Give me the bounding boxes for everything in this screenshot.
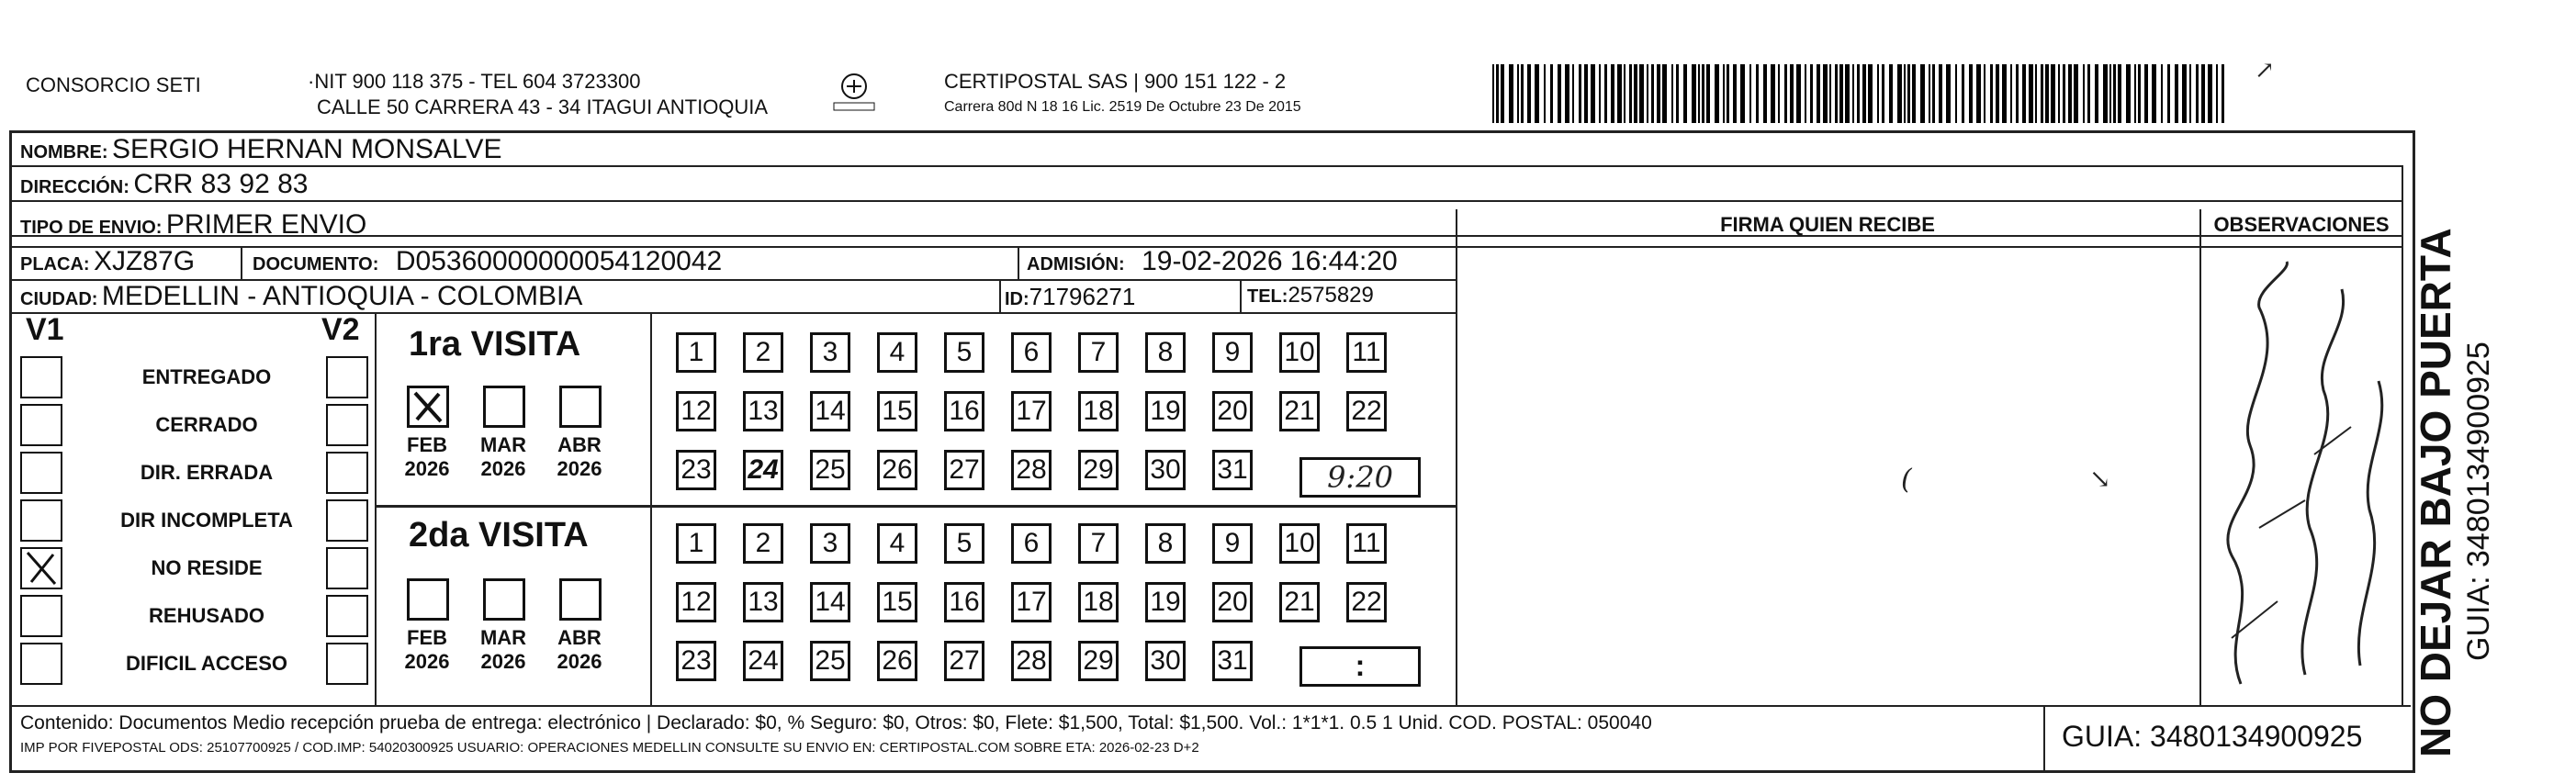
day-box[interactable]: 5 [944,523,984,564]
barcode-bar [1496,64,1499,123]
barcode-bar [1634,64,1637,123]
day-box[interactable]: 11 [1346,523,1387,564]
day-box[interactable]: 30 [1145,450,1186,490]
barcode-bar [2058,64,2060,123]
barcode-bar [1868,64,1873,123]
day-box[interactable]: 16 [944,582,984,622]
day-box[interactable]: 4 [877,523,917,564]
barcode-bar [1784,64,1787,123]
barcode-bar [2095,64,2098,123]
contenido-line: Contenido: Documentos Medio recepción prueba de entrega: electrónico | Declarado: $0, % Seguro: $0, Otros: $0, Flete: $1,500, Total: $1,500. Vol.: 1*1*1. 0.5 1 Unid. COD. POSTAL: 050040 [20,712,1652,734]
barcode-bar [2118,64,2121,123]
day-box[interactable]: 26 [877,641,917,681]
day-box[interactable]: 24 [743,450,783,490]
footer-guia: GUIA: 3480134900925 [2062,720,2363,753]
day-box[interactable]: 5 [944,332,984,373]
barcode-bar [1962,64,1964,123]
v2-checkbox[interactable] [326,499,368,542]
barcode-bar [1990,64,1993,123]
observaciones-handwriting [2204,252,2402,702]
barcode-bar [2222,64,2224,123]
day-box[interactable]: 28 [1011,641,1052,681]
barcode-bar [1805,64,1806,123]
ciudad-field: CIUDAD: MEDELLIN - ANTIOQUIA - COLOMBIA [20,281,583,311]
barcode-bar [1817,64,1820,123]
barcode-bar [1835,64,1838,123]
barcode-bar [1611,64,1614,123]
barcode-bar [1897,64,1902,123]
barcode-bar [1852,64,1854,123]
month-checkbox[interactable] [407,386,449,428]
status-label: DIFICIL ACCESO [125,652,287,675]
barcode-bar [1662,64,1667,123]
barcode-bar [1810,64,1813,123]
barcode-bar [2196,64,2199,123]
barcode-bar [1723,64,1725,123]
barcode-bar [1939,64,1942,123]
day-box[interactable]: 29 [1078,641,1119,681]
status-label: DIR. ERRADA [140,461,274,484]
barcode-bar [2167,64,2170,123]
barcode-bar [1823,64,1828,123]
barcode-bar [1969,64,1973,123]
barcode-bar [1946,64,1951,123]
status-label: CERRADO [155,413,258,436]
barcode-bar [1492,64,1494,123]
day-box[interactable]: 1 [676,523,716,564]
barcode-bar [1984,64,1985,123]
month-label: ABR 2026 [557,626,602,673]
month-label: FEB 2026 [404,626,450,673]
second-visit-title: 2da VISITA [409,516,589,554]
documento-field: DOCUMENTO: D05360000000054120042 [253,246,723,276]
barcode-bar [1796,64,1801,123]
day-box[interactable]: 17 [1011,391,1052,431]
day-box[interactable]: 22 [1346,391,1387,431]
barcode-bar [2109,64,2111,123]
pen-mark: ↗ [2255,57,2275,84]
sender-address: CALLE 50 CARRERA 43 - 34 ITAGUI ANTIOQUIA [317,95,769,118]
day-box[interactable]: 31 [1212,641,1253,681]
month-checkbox[interactable] [407,578,449,621]
barcode-bar [1740,64,1745,123]
month-label: MAR 2026 [479,626,527,673]
barcode-bar [1676,64,1679,123]
day-box[interactable]: 2 [743,523,783,564]
barcode-bar [1976,64,1981,123]
barcode-bar [2035,64,2037,123]
barcode-bar [1572,64,1574,123]
barcode-bar [2016,64,2019,123]
carrier-license: Carrera 80d N 18 16 Lic. 2519 De Octubre 23 De 2015 [944,99,1301,115]
signature-mark: ( [1901,464,1912,496]
barcode-bar [1702,64,1704,123]
barcode-bar [1706,64,1710,123]
barcode-bar [2216,64,2218,123]
barcode-bar [1698,64,1700,123]
day-box[interactable]: 13 [743,582,783,622]
day-box[interactable]: 26 [877,450,917,490]
day-box[interactable]: 2 [743,332,783,373]
day-box[interactable]: 28 [1011,450,1052,490]
direccion-field: DIRECCIÓN: CRR 83 92 83 [20,169,309,199]
barcode-bar [2175,64,2178,123]
v2-checkbox[interactable] [326,595,368,637]
day-box[interactable]: 19 [1145,582,1186,622]
barcode-bar [1904,64,1906,123]
day-box[interactable]: 21 [1279,582,1320,622]
barcode-bar [1907,64,1910,123]
barcode-bar [2045,64,2049,123]
barcode-bar [1647,64,1648,123]
day-box[interactable]: 15 [877,391,917,431]
v1-checkbox[interactable] [20,499,62,542]
day-box[interactable]: 15 [877,582,917,622]
day-box[interactable]: 20 [1212,391,1253,431]
barcode-bar [2182,64,2187,123]
barcode-bar [2113,64,2116,123]
barcode-bar [1550,64,1553,123]
barcode-bar [2074,64,2078,123]
v2-checkbox[interactable] [326,452,368,494]
barcode-bar [1501,64,1504,123]
month-checkbox[interactable] [559,386,602,428]
v1-checkbox[interactable] [20,404,62,446]
v1-checkbox[interactable] [20,547,62,589]
barcode [1492,64,2232,123]
v1-checkbox[interactable] [20,452,62,494]
barcode-bar [1877,64,1879,123]
day-box[interactable]: 8 [1145,332,1186,373]
barcode-bar [1671,64,1673,123]
placa-field: PLACA: XJZ87G [20,246,196,276]
day-box[interactable]: 4 [877,332,917,373]
status-label: DIR INCOMPLETA [120,509,293,532]
barcode-bar [2134,64,2136,123]
day-box[interactable]: 9 [1212,332,1253,373]
barcode-bar [2126,64,2131,123]
v2-checkbox[interactable] [326,643,368,685]
barcode-bar [1790,64,1794,123]
day-box[interactable]: 19 [1145,391,1186,431]
month-checkbox[interactable] [559,578,602,621]
tel-field: TEL:2575829 [1247,283,1374,308]
barcode-bar [2041,64,2043,123]
barcode-bar [2002,64,2007,123]
barcode-bar [1778,64,1780,123]
barcode-bar [2068,64,2072,123]
status-label: ENTREGADO [141,365,272,388]
day-box[interactable]: 10 [1279,332,1320,373]
barcode-bar [2189,64,2191,123]
day-box[interactable]: 31 [1212,450,1253,490]
barcode-bar [2083,64,2085,123]
barcode-bar [1756,64,1759,123]
company-name: CONSORCIO SETI [26,73,201,96]
month-checkbox[interactable] [483,386,525,428]
v1-checkbox[interactable] [20,595,62,637]
barcode-bar [1763,64,1767,123]
certipostal-logo [831,72,877,118]
imp-line: IMP POR FIVEPOSTAL ODS: 25107700925 / COD.IMP: 54020300925 USUARIO: OPERACIONES MEDELLIN CONSULTE SU ENVIO EN: CERTIPOSTAL.COM SOBRE ETA: 2026-02-23 D+2 [20,740,1199,756]
v1-header: V1 [26,312,64,347]
day-box[interactable]: 17 [1011,582,1052,622]
barcode-bar [1639,64,1644,123]
barcode-bar [1629,64,1632,123]
day-box[interactable]: 27 [944,641,984,681]
day-box[interactable]: 7 [1078,523,1119,564]
month-label: ABR 2026 [557,433,602,480]
carrier-info: CERTIPOSTAL SAS | 900 151 122 - 2 [944,70,1287,93]
barcode-bar [1517,64,1519,123]
barcode-bar [1882,64,1884,123]
v2-checkbox[interactable] [326,356,368,398]
day-box[interactable]: 6 [1011,332,1052,373]
barcode-bar [1929,64,1930,123]
day-box[interactable]: 13 [743,391,783,431]
day-box[interactable]: 14 [810,391,850,431]
barcode-bar [1535,64,1539,123]
barcode-bar [1733,64,1737,123]
day-box[interactable]: 11 [1346,332,1387,373]
barcode-bar [2051,64,2055,123]
day-box[interactable]: 14 [810,582,850,622]
barcode-bar [1862,64,1866,123]
barcode-bar [2010,64,2012,123]
day-box[interactable]: 16 [944,391,984,431]
observaciones-label: OBSERVACIONES [2213,213,2390,236]
day-box[interactable]: 12 [676,391,716,431]
month-checkbox[interactable] [483,578,525,621]
day-box[interactable]: 25 [810,450,850,490]
tipo-envio-field: TIPO DE ENVIO: PRIMER ENVIO [20,209,367,240]
barcode-bar [2208,64,2212,123]
barcode-bar [2161,64,2163,123]
day-box[interactable]: 10 [1279,523,1320,564]
day-box[interactable]: 1 [676,332,716,373]
day-box[interactable]: 21 [1279,391,1320,431]
barcode-bar [1683,64,1687,123]
barcode-bar [1617,64,1622,123]
v1-checkbox[interactable] [20,356,62,398]
first-visit-title: 1ra VISITA [409,325,581,364]
barcode-bar [1599,64,1601,123]
barcode-bar [1920,64,1925,123]
barcode-bar [2063,64,2065,123]
day-box[interactable]: 24 [743,641,783,681]
day-box[interactable]: 22 [1346,582,1387,622]
day-box[interactable]: 23 [676,641,716,681]
barcode-bar [1624,64,1625,123]
barcode-bar [1932,64,1935,123]
day-box[interactable]: 3 [810,523,850,564]
day-box[interactable]: 12 [676,582,716,622]
v2-checkbox[interactable] [326,547,368,589]
barcode-bar [1912,64,1916,123]
barcode-bar [1845,64,1850,123]
barcode-bar [1579,64,1581,123]
day-box[interactable]: 25 [810,641,850,681]
barcode-bar [1544,64,1546,123]
barcode-bar [1521,64,1524,123]
admision-field: ADMISIÓN: 19-02-2026 16:44:20 [1027,246,1398,276]
barcode-bar [1591,64,1595,123]
nombre-field: NOMBRE: SERGIO HERNAN MONSALVE [20,134,502,164]
first-visit-time: 9:20 [1299,457,1421,498]
barcode-bar [2152,64,2156,123]
barcode-bar [1604,64,1607,123]
month-label: FEB 2026 [404,433,450,480]
barcode-bar [1509,64,1513,123]
barcode-bar [1829,64,1831,123]
v2-checkbox[interactable] [326,404,368,446]
day-box[interactable]: 3 [810,332,850,373]
barcode-bar [1839,64,1843,123]
day-box[interactable]: 18 [1078,391,1119,431]
day-box[interactable]: 6 [1011,523,1052,564]
barcode-bar [1657,64,1660,123]
day-box[interactable]: 20 [1212,582,1253,622]
day-box[interactable]: 7 [1078,332,1119,373]
barcode-bar [1955,64,1957,123]
firma-label: FIRMA QUIEN RECIBE [1720,213,1935,236]
month-label: MAR 2026 [479,433,527,480]
barcode-bar [1651,64,1654,123]
barcode-bar [2144,64,2148,123]
barcode-bar [2029,64,2033,123]
v1-checkbox[interactable] [20,643,62,685]
barcode-bar [2103,64,2108,123]
barcode-bar [1715,64,1719,123]
barcode-bar [1584,64,1588,123]
barcode-bar [1727,64,1729,123]
no-dejar-label: NO DEJAR BAJO PUERTA [2412,228,2459,757]
day-box[interactable]: 29 [1078,450,1119,490]
barcode-bar [1565,64,1569,123]
day-box[interactable]: 8 [1145,523,1186,564]
status-label: NO RESIDE [151,556,263,579]
barcode-bar [2138,64,2141,123]
day-box[interactable]: 9 [1212,523,1253,564]
barcode-bar [1857,64,1860,123]
barcode-bar [1996,64,1999,123]
id-field: ID:71796271 [1005,283,1136,310]
barcode-bar [2201,64,2205,123]
day-box[interactable]: 23 [676,450,716,490]
barcode-bar [1558,64,1561,123]
day-box[interactable]: 18 [1078,582,1119,622]
barcode-bar [1749,64,1751,123]
second-visit-time: : [1299,646,1421,687]
barcode-bar [1889,64,1893,123]
side-guia: GUIA: 3480134900925 [2461,342,2496,661]
day-box[interactable]: 30 [1145,641,1186,681]
barcode-bar [2087,64,2090,123]
status-label: REHUSADO [149,604,264,627]
barcode-bar [1527,64,1531,123]
barcode-bar [1692,64,1696,123]
signature-mark-2: ↘ [2089,464,2111,494]
barcode-bar [2022,64,2026,123]
nit-tel: ·NIT 900 118 375 - TEL 604 3723300 [308,70,641,93]
day-box[interactable]: 27 [944,450,984,490]
v2-header: V2 [321,312,360,347]
barcode-bar [1771,64,1775,123]
